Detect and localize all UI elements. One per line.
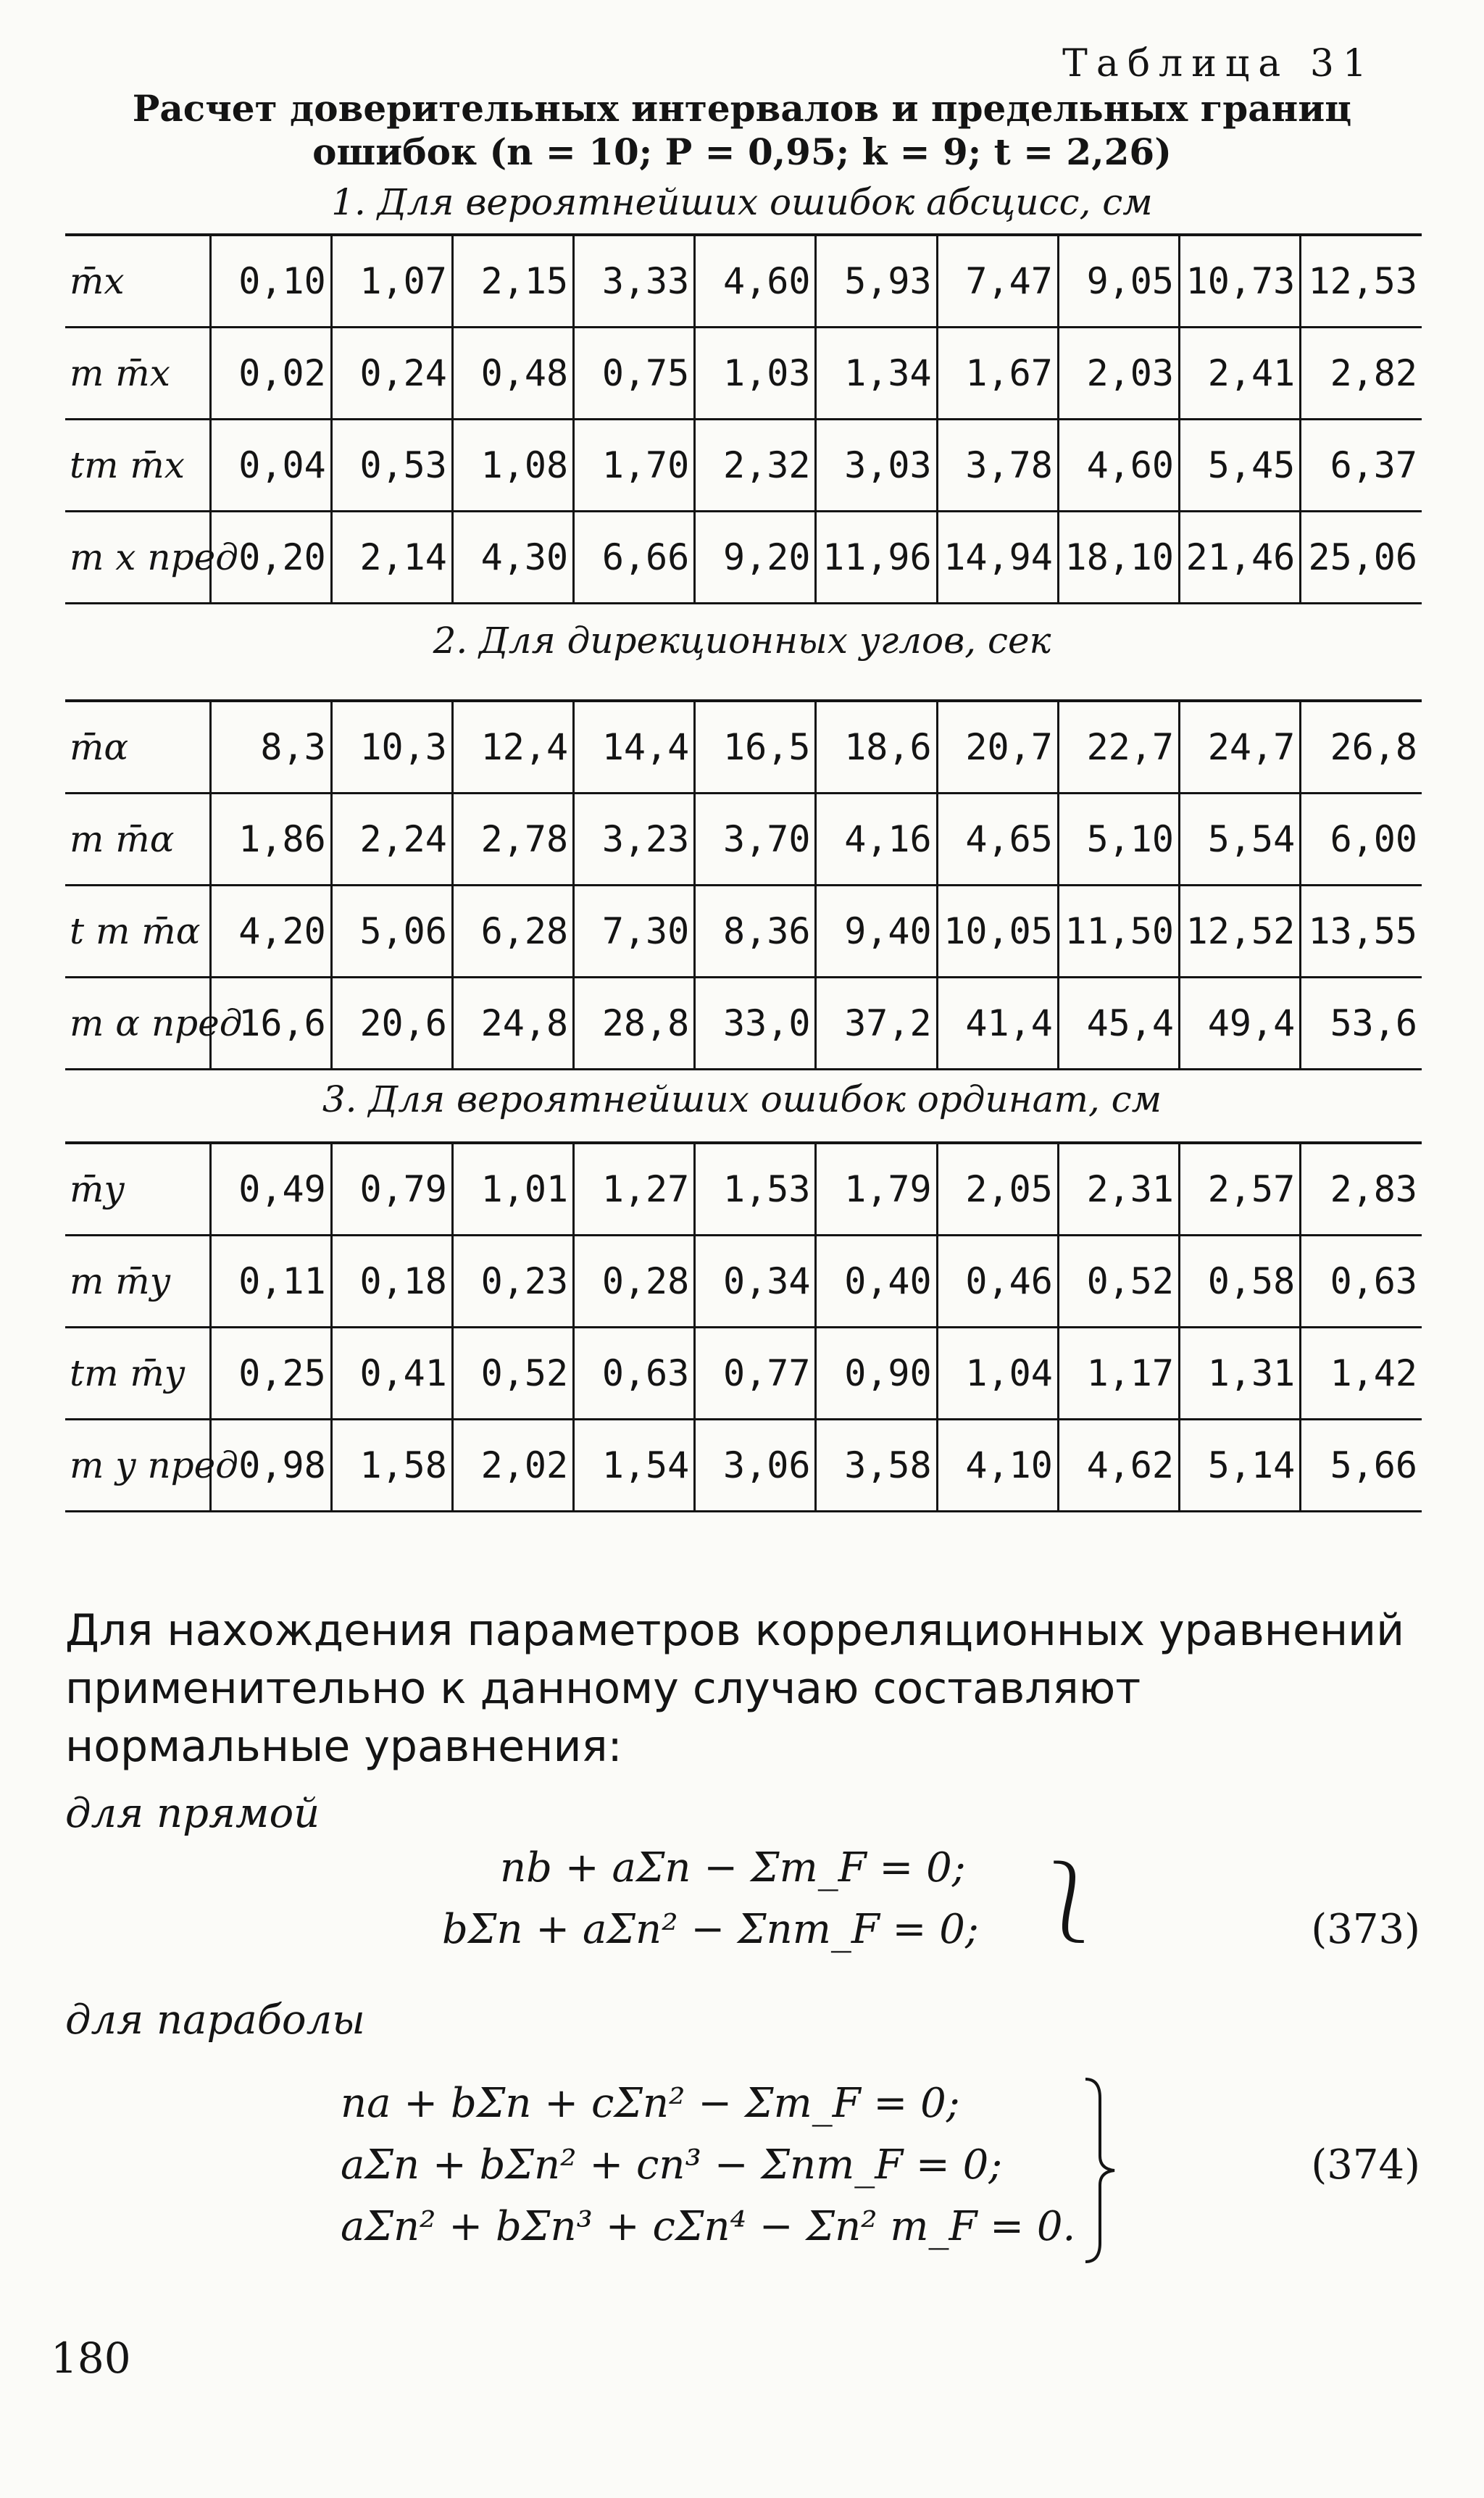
- table-row: [65, 886, 1422, 978]
- cell: 1,58: [331, 1420, 452, 1512]
- cell: 24,7: [1180, 701, 1301, 794]
- cell: 2,05: [937, 1143, 1058, 1236]
- equation-373-number: (373): [1311, 1906, 1420, 1953]
- cell: 5,06: [331, 886, 452, 978]
- table-row: [65, 978, 1422, 1070]
- section-3-heading: 3. Для вероятнейших ошибок ординат, см: [322, 1078, 1162, 1120]
- cell: 0,90: [816, 1328, 937, 1420]
- cell: 33,0: [695, 978, 816, 1070]
- cell: 3,23: [574, 794, 695, 886]
- cell: 26,8: [1301, 701, 1422, 794]
- table-row: [65, 1420, 1422, 1512]
- cell: 0,98: [210, 1420, 331, 1512]
- cell: 0,40: [816, 1236, 937, 1328]
- cell: 21,46: [1180, 512, 1301, 604]
- cell: 0,53: [331, 420, 452, 512]
- cell: 1,01: [452, 1143, 573, 1236]
- cell: 5,45: [1180, 420, 1301, 512]
- cell: 11,96: [816, 512, 937, 604]
- cell: 2,31: [1058, 1143, 1179, 1236]
- cell: 9,05: [1058, 235, 1179, 328]
- cell: 22,7: [1058, 701, 1179, 794]
- cell: 1,42: [1301, 1328, 1422, 1420]
- cell: 0,52: [452, 1328, 573, 1420]
- equation-374-line-1: na + bΣn + cΣn² − Σm_F = 0;: [341, 2080, 960, 2127]
- cell: 25,06: [1301, 512, 1422, 604]
- cell: 24,8: [452, 978, 573, 1070]
- cell: 4,30: [452, 512, 573, 604]
- cell: 4,62: [1058, 1420, 1179, 1512]
- section-2-heading: 2. Для дирекционных углов, сек: [433, 620, 1051, 662]
- cell: 5,93: [816, 235, 937, 328]
- cell: 0,11: [210, 1236, 331, 1328]
- cell: 4,60: [1058, 420, 1179, 512]
- cell: 1,08: [452, 420, 573, 512]
- cell: 4,16: [816, 794, 937, 886]
- cell: 0,24: [331, 328, 452, 420]
- cell: 16,6: [210, 978, 331, 1070]
- cell: 14,94: [937, 512, 1058, 604]
- cell: 18,10: [1058, 512, 1179, 604]
- cell: 10,3: [331, 701, 452, 794]
- cell: 4,20: [210, 886, 331, 978]
- cell: 3,58: [816, 1420, 937, 1512]
- cell: 14,4: [574, 701, 695, 794]
- equation-373-line-2: bΣn + aΣn² − Σnm_F = 0;: [442, 1906, 979, 1953]
- cell: 49,4: [1180, 978, 1301, 1070]
- cell: 6,00: [1301, 794, 1422, 886]
- row-label: t m m̄α: [65, 886, 210, 978]
- cell: 0,58: [1180, 1236, 1301, 1328]
- cell: 20,6: [331, 978, 452, 1070]
- cell: 2,78: [452, 794, 573, 886]
- table-row: [65, 1143, 1422, 1236]
- cell: 13,55: [1301, 886, 1422, 978]
- table-row: [65, 512, 1422, 604]
- cell: 0,34: [695, 1236, 816, 1328]
- cell: 0,79: [331, 1143, 452, 1236]
- cell: 3,03: [816, 420, 937, 512]
- row-label: tm m̄y: [65, 1328, 210, 1420]
- equation-374-brace: [1080, 2076, 1123, 2265]
- cell: 1,04: [937, 1328, 1058, 1420]
- table-row: [65, 701, 1422, 794]
- cell: 0,63: [574, 1328, 695, 1420]
- cell: 0,41: [331, 1328, 452, 1420]
- cell: 41,4: [937, 978, 1058, 1070]
- table-row: [65, 1236, 1422, 1328]
- cell: 0,75: [574, 328, 695, 420]
- cell: 10,05: [937, 886, 1058, 978]
- cell: 2,83: [1301, 1143, 1422, 1236]
- cell: 0,23: [452, 1236, 573, 1328]
- cell: 1,53: [695, 1143, 816, 1236]
- cell: 3,78: [937, 420, 1058, 512]
- table-row: [65, 235, 1422, 328]
- cell: 0,46: [937, 1236, 1058, 1328]
- table-label: Таблица 31: [1062, 42, 1375, 86]
- case-parabola-label: для параболы: [65, 1997, 365, 2044]
- table-row: [65, 420, 1422, 512]
- cell: 3,70: [695, 794, 816, 886]
- table-row: [65, 328, 1422, 420]
- cell: 2,03: [1058, 328, 1179, 420]
- cell: 4,65: [937, 794, 1058, 886]
- row-label: m m̄x: [65, 328, 210, 420]
- row-label: m m̄α: [65, 794, 210, 886]
- cell: 0,25: [210, 1328, 331, 1420]
- cell: 37,2: [816, 978, 937, 1070]
- cell: 1,70: [574, 420, 695, 512]
- cell: 0,48: [452, 328, 573, 420]
- cell: 1,03: [695, 328, 816, 420]
- row-label: m m̄y: [65, 1236, 210, 1328]
- row-label: m̄α: [65, 701, 210, 794]
- cell: 0,02: [210, 328, 331, 420]
- cell: 45,4: [1058, 978, 1179, 1070]
- cell: 7,30: [574, 886, 695, 978]
- cell: 5,10: [1058, 794, 1179, 886]
- cell: 0,49: [210, 1143, 331, 1236]
- cell: 1,67: [937, 328, 1058, 420]
- cell: 16,5: [695, 701, 816, 794]
- cell: 1,79: [816, 1143, 937, 1236]
- table-title-line-1: Расчет доверительных интервалов и предельных границ: [132, 87, 1352, 130]
- cell: 12,4: [452, 701, 573, 794]
- cell: 2,15: [452, 235, 573, 328]
- cell: 12,52: [1180, 886, 1301, 978]
- cell: 3,06: [695, 1420, 816, 1512]
- cell: 1,86: [210, 794, 331, 886]
- equation-373-line-1: nb + aΣn − Σm_F = 0;: [500, 1844, 966, 1891]
- cell: 11,50: [1058, 886, 1179, 978]
- cell: 2,41: [1180, 328, 1301, 420]
- cell: 8,36: [695, 886, 816, 978]
- cell: 28,8: [574, 978, 695, 1070]
- cell: 6,37: [1301, 420, 1422, 512]
- cell: 2,82: [1301, 328, 1422, 420]
- section-1-table: [65, 233, 1422, 604]
- cell: 2,32: [695, 420, 816, 512]
- table-title-line-2: ошибок (n = 10; P = 0,95; k = 9; t = 2,26): [312, 130, 1172, 173]
- cell: 8,3: [210, 701, 331, 794]
- cell: 0,52: [1058, 1236, 1179, 1328]
- cell: 6,66: [574, 512, 695, 604]
- cell: 12,53: [1301, 235, 1422, 328]
- cell: 4,60: [695, 235, 816, 328]
- cell: 1,31: [1180, 1328, 1301, 1420]
- row-label: m y пред: [65, 1420, 210, 1512]
- cell: 0,04: [210, 420, 331, 512]
- cell: 2,02: [452, 1420, 573, 1512]
- cell: 4,10: [937, 1420, 1058, 1512]
- cell: 1,27: [574, 1143, 695, 1236]
- cell: 0,10: [210, 235, 331, 328]
- cell: 0,63: [1301, 1236, 1422, 1328]
- cell: 2,24: [331, 794, 452, 886]
- equation-374-line-2: aΣn + bΣn² + cn³ − Σnm_F = 0;: [341, 2141, 1003, 2189]
- cell: 7,47: [937, 235, 1058, 328]
- cell: 2,14: [331, 512, 452, 604]
- cell: 1,34: [816, 328, 937, 420]
- row-label: m̄y: [65, 1143, 210, 1236]
- cell: 5,54: [1180, 794, 1301, 886]
- cell: 0,77: [695, 1328, 816, 1420]
- row-label: m̄x: [65, 235, 210, 328]
- cell: 1,54: [574, 1420, 695, 1512]
- cell: 1,07: [331, 235, 452, 328]
- row-label: m α пред: [65, 978, 210, 1070]
- cell: 1,17: [1058, 1328, 1179, 1420]
- cell: 10,73: [1180, 235, 1301, 328]
- row-label: m x пред: [65, 512, 210, 604]
- cell: 6,28: [452, 886, 573, 978]
- page-number: 180: [51, 2333, 131, 2383]
- cell: 53,6: [1301, 978, 1422, 1070]
- cell: 0,18: [331, 1236, 452, 1328]
- table-row: [65, 1328, 1422, 1420]
- table-row: [65, 794, 1422, 886]
- section-2-table: [65, 699, 1422, 1070]
- cell: 0,20: [210, 512, 331, 604]
- cell: 0,28: [574, 1236, 695, 1328]
- cell: 2,57: [1180, 1143, 1301, 1236]
- cell: 3,33: [574, 235, 695, 328]
- cell: 5,66: [1301, 1420, 1422, 1512]
- case-line-label: для прямой: [65, 1790, 320, 1837]
- cell: 9,20: [695, 512, 816, 604]
- cell: 18,6: [816, 701, 937, 794]
- section-3-table: [65, 1141, 1422, 1512]
- cell: 20,7: [937, 701, 1058, 794]
- cell: 9,40: [816, 886, 937, 978]
- cell: 5,14: [1180, 1420, 1301, 1512]
- row-label: tm m̄x: [65, 420, 210, 512]
- equation-374-line-3: aΣn² + bΣn³ + cΣn⁴ − Σn² m_F = 0.: [341, 2203, 1076, 2250]
- section-1-heading: 1. Для вероятнейших ошибок абсцисс, см: [331, 181, 1153, 223]
- equation-374-number: (374): [1311, 2141, 1420, 2189]
- equation-373-brace: ⎱: [1029, 1856, 1109, 1949]
- body-paragraph: Для нахождения параметров корреляционных уравнений применительно к данному случаю составляют нормальные уравнения:: [65, 1605, 1405, 1772]
